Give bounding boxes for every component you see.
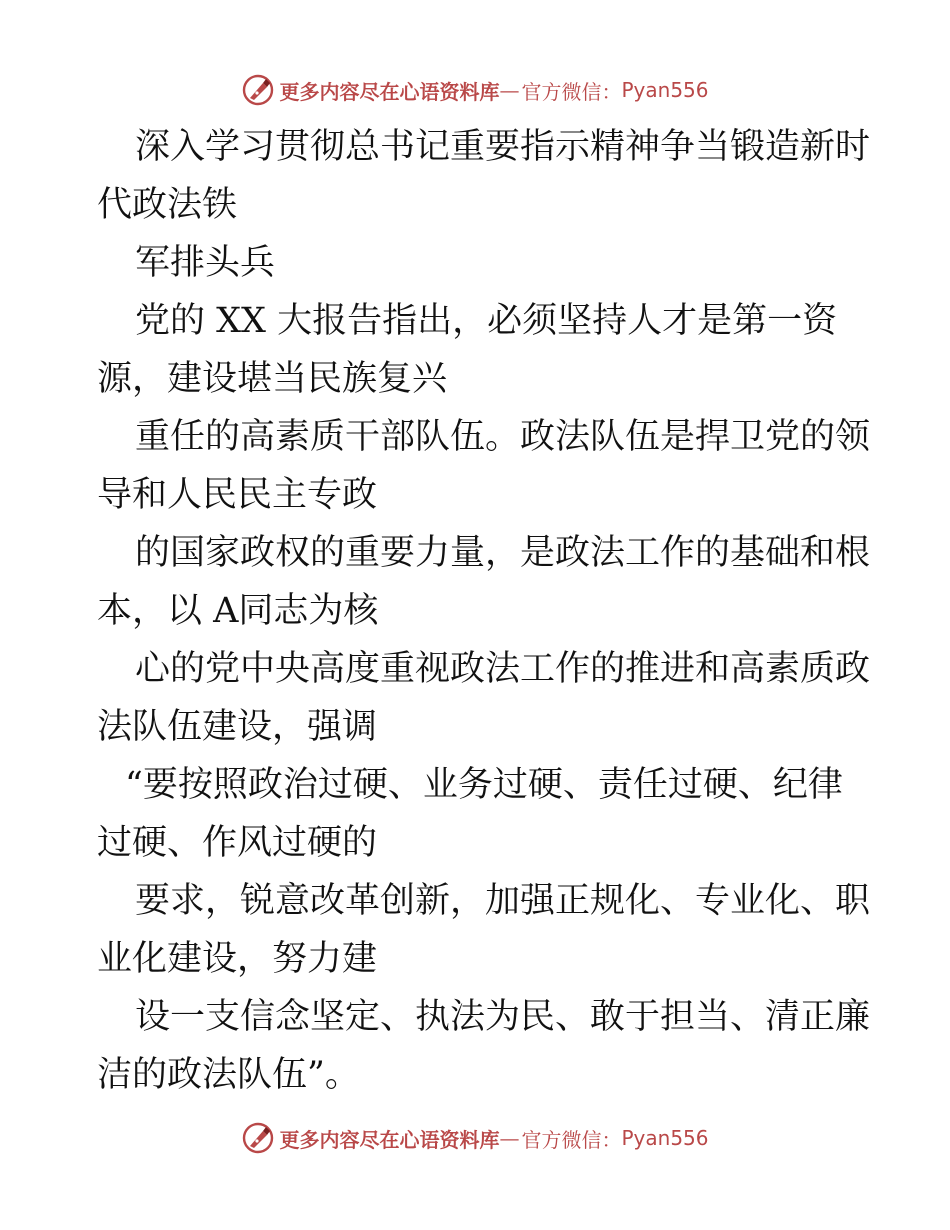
watermark-main-text: 更多内容尽在心语资料库 (279, 1127, 500, 1152)
text-line: 本，以 A同志为核 (97, 591, 379, 631)
pen-nib-logo-icon (241, 73, 275, 107)
text-line: 业化建设，努力建 (97, 939, 378, 979)
text-line: 过硬、作风过硬的 (97, 823, 378, 863)
pen-nib-logo-icon (241, 1121, 275, 1155)
text-line: 导和人民民主专政 (97, 475, 378, 515)
watermark-wechat-label: 官方微信： (521, 1127, 622, 1152)
text-line: 法队伍建设，强调 (97, 707, 378, 747)
text-line: 心的党中央高度重视政法工作的推进和高素质政 (135, 649, 871, 689)
watermark-dash: — (499, 1126, 520, 1150)
text-line: 党的 XX 大报告指出，必须坚持人才是第一资 (135, 301, 838, 341)
document-body (97, 118, 871, 1104)
text-line: 源，建设堪当民族复兴 (97, 359, 448, 399)
text-line: 军排头兵 (135, 243, 276, 283)
text-line: 洁的政法队伍”。 (97, 1055, 360, 1095)
watermark-dash: — (499, 78, 520, 102)
text-line: 深入学习贯彻总书记重要指示精神争当锻造新时 (135, 127, 871, 167)
text-line: 设一支信念坚定、执法为民、敢于担当、清正廉 (135, 997, 871, 1037)
watermark-wechat-label: 官方微信： (521, 79, 622, 104)
header-watermark (0, 72, 950, 108)
text-line: 的国家政权的重要力量，是政法工作的基础和根 (135, 533, 871, 573)
watermark-wechat-id: Pyan556 (621, 1126, 709, 1150)
watermark-main-text: 更多内容尽在心语资料库 (279, 79, 500, 104)
text-line: 要求，锐意改革创新，加强正规化、专业化、职 (135, 881, 871, 921)
text-line: 代政法铁 (97, 185, 238, 225)
footer-watermark (0, 1120, 950, 1156)
watermark-wechat-id: Pyan556 (621, 78, 709, 102)
text-line: “要按照政治过硬、业务过硬、责任过硬、纪律 (125, 765, 843, 805)
text-line: 重任的高素质干部队伍。政法队伍是捍卫党的领 (135, 417, 871, 457)
